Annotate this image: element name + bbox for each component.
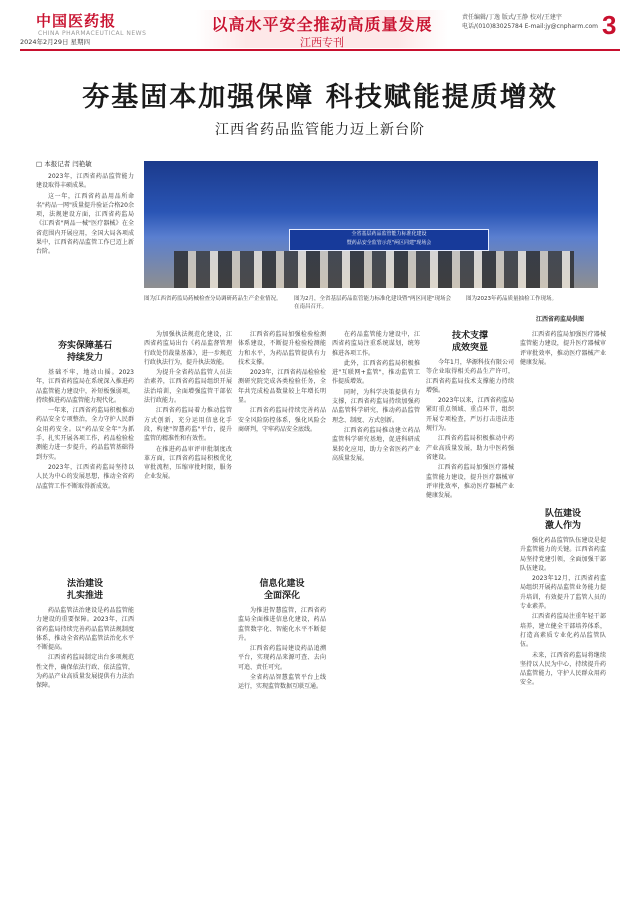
column-6 (520, 536, 606, 890)
column-1-body (36, 368, 134, 558)
paragraph: 在推进药品审评审批制度改革方面，江西省药监局积极优化审批流程，压缩审批时限，服务企业发展。 (144, 445, 232, 481)
page-number: 3 (602, 10, 617, 40)
news-photo (144, 161, 598, 288)
section-heading-line: 扎实推进 (66, 591, 103, 601)
paragraph: 江西省药监局推动建立药品监管科学研究基地，促进科研成果转化应用，助力全省医药产业高质量发展。 (332, 426, 420, 462)
paragraph: 为推进智慧监管，江西省药监局全面推进信息化建设，药品监管数字化、智能化水平不断提升。 (238, 607, 326, 642)
column-2 (144, 330, 232, 890)
section-heading-line: 成效突显 (451, 343, 488, 353)
paragraph: 江西省药监局加强医疗器械监管能力建设，提升医疗器械审评审批效率，推动医疗器械产业健康发展。 (520, 331, 606, 366)
stage-banner-line: 暨药品安全监管示范"两区同建"现场会 (346, 240, 432, 246)
photo-caption: 图为2月，全省基层药品监管能力标准化建设暨"两区同建"现场会在南昌召开。 (294, 296, 452, 310)
paragraph: 江西省药监局注重年轻干部培养，建立健全干部培养体系，打造高素质专业化药品监管队伍。 (520, 613, 606, 649)
column-1-tail (36, 606, 134, 891)
paragraph: 基础不牢，地动山摇。2023年，江西省药监局在系统深入推进药品监管能力建设中，补短板强弱项，持续推进药品监管能力现代化。 (36, 369, 134, 404)
paragraph: 同时，为科学决策提供有力支撑，江西省药监局持续加强药品监管科学研究，推动药品监管理念、制度、方式创新。 (332, 388, 420, 424)
paragraph: 江西省药监局加强检验检测体系建设，不断提升检验检测能力和水平，为药品监管提供有力技术支撑。 (238, 331, 326, 366)
newspaper-logo-subtitle: CHINA PHARMACEUTICAL NEWS (38, 30, 147, 37)
column-1-intro (36, 172, 134, 282)
column-3 (238, 330, 326, 575)
paragraph: 今年1月，华源科技有限公司等企业取得相关药品生产许可，江西省药监局技术支撑能力持续增强。 (426, 359, 514, 394)
paragraph: 2023年，江西省药监局坚持以人民为中心的发展思想，推动全省药品监管工作不断取得新成效。 (36, 463, 134, 490)
paragraph: 江西省药监局着力推动监管方式创新，充分运用信息化手段，构建"智慧药监"平台，提升监管的精准性和有效性。 (144, 407, 232, 443)
section-heading-line: 夯实保障基石 (57, 341, 112, 351)
byline: □ 本报记者 闫艳敏 (36, 160, 92, 168)
section-heading-line: 激人作为 (544, 521, 581, 531)
section-heading-2 (36, 578, 134, 602)
section-banner (196, 10, 448, 48)
paragraph: 江西省药监局持续完善药品安全风险防控体系，强化风险会商研判，守牢药品安全底线。 (238, 407, 326, 433)
section-heading-line: 持续发力 (66, 353, 103, 363)
paragraph: 江西省药监局制定出台多项规范性文件，确保依法行政、依法监管，为药品产业高质量发展提供有力法治保障。 (36, 654, 134, 690)
article-subheadline: 江西省药品监管能力迈上新台阶 (215, 122, 425, 138)
paragraph: 江西省药监局加强医疗器械监管能力建设，提升医疗器械审评审批效率，推动医疗器械产业健康发展。 (426, 464, 514, 500)
section-heading-5 (520, 508, 606, 532)
photo-stage-banner (289, 229, 489, 251)
column-3-tail (238, 606, 326, 891)
editor-line: 责任编辑/丁逸 版式/王静 校对/王建宇 (462, 14, 562, 21)
paragraph: 为提升全省药品监管人员法治素养，江西省药监局组织开展法治培训，全面增强监管干部依法行政能力。 (144, 369, 232, 405)
photo-credit: 江西省药监局供图 (536, 316, 585, 323)
issue-date: 2024年2月29日 星期四 (20, 38, 91, 46)
column-6-top (520, 330, 606, 502)
section-heading-line: 全面深化 (263, 591, 300, 601)
stage-banner-line: 全省基层药品监管能力标准化建设 (351, 231, 427, 237)
paragraph: 2023年以来，江西省药监局紧盯重点领域、重点环节，组织开展专项检查，严厉打击违法违规行为。 (426, 397, 514, 433)
paragraph: 强化药品监管队伍建设是提升监管能力的关键。江西省药监局坚持党建引领，全面加强干部队伍建设。 (520, 537, 606, 572)
section-heading-3 (238, 578, 326, 602)
paragraph: 江西省药监局建设药品追溯平台，实现药品来源可查、去向可追、责任可究。 (238, 645, 326, 671)
section-heading-line: 法治建设 (66, 579, 103, 589)
section-heading-line: 信息化建设 (259, 579, 305, 589)
column-4 (332, 330, 420, 890)
photo-caption: 图为江西省药监局药械检查分局调研药品生产企业情况。 (144, 296, 282, 302)
banner-title: 以高水平安全推动高质量发展 (211, 15, 433, 34)
photo-people (174, 251, 574, 288)
article-headline: 夯基固本加强保障 科技赋能提质增效 (82, 82, 558, 113)
section-heading-4 (426, 330, 514, 354)
paragraph: 未来，江西省药监局将继续坚持以人民为中心，持续提升药品监管能力，守护人民群众用药安全。 (520, 651, 606, 687)
paragraph: 为加强执法规范化建设，江西省药监局出台《药品监督管理行政处罚裁量基准》，进一步规范行政执法行为，提升执法效能。 (144, 331, 232, 366)
paragraph: 此外，江西省药监局积极推进"互联网+监管"，推动监管工作提质增效。 (332, 359, 420, 386)
paragraph: 一年来，江西省药监局积极推动药品安全专项整治，全力守护人民群众用药安全。以"药品安全年"为抓手，扎实开展各项工作，药品检验检测能力进一步提升，药品监管基础得到夯实。 (36, 407, 134, 461)
paragraph: 2023年12月，江西省药监局组织开展药品监管业务能力提升培训，有效提升了监管人员的专业素养。 (520, 575, 606, 611)
paragraph: 这一年，江西省药品用品所命名"药品一网"质量提升验证合格20余项，法规建设方面，江西省药监局《江西省"两品一械"医疗器械》在全省范围内开展应用，全国大局各项成果中，江西省药品监管工作已迈上新台阶。 (36, 192, 134, 256)
editor-info (462, 13, 602, 31)
banner-subtitle: 江西专刊 (300, 36, 344, 49)
paragraph: 药品监管法治建设是药品监管能力建设的重要保障。2023年，江西省药监局持续完善药品监管法规制度体系，推动全省药品监管法治化水平不断提高。 (36, 607, 134, 652)
newspaper-logo: 中国医药报 (36, 12, 117, 30)
contact-line: 电话/(010)83025784 E-mail:jy@cnpharm.com (462, 23, 598, 30)
masthead (0, 0, 640, 52)
paragraph: 2023年，江西省药品监管能力建设取得丰硕成果。 (36, 173, 134, 190)
paragraph: 江西省药监局积极推动中药产业高质量发展，助力中医药强省建设。 (426, 435, 514, 461)
paragraph: 全省药品智慧监管平台上线运行，实现监管数据互联互通。 (238, 674, 326, 691)
section-heading-1 (36, 340, 134, 364)
section-heading-line: 技术支撑 (451, 331, 488, 341)
photo-caption: 图为2023年药品质量抽检工作现场。 (466, 296, 557, 302)
paragraph: 2023年，江西省药品检验检测研究院完成各类检验任务，全年共完成检品数量较上年增长明显。 (238, 369, 326, 405)
column-5 (426, 358, 514, 890)
paragraph: 在药品监管能力建设中，江西省药监局注重系统谋划，统筹推进各项工作。 (332, 331, 420, 357)
masthead-divider (20, 49, 620, 51)
section-heading-line: 队伍建设 (544, 509, 581, 519)
